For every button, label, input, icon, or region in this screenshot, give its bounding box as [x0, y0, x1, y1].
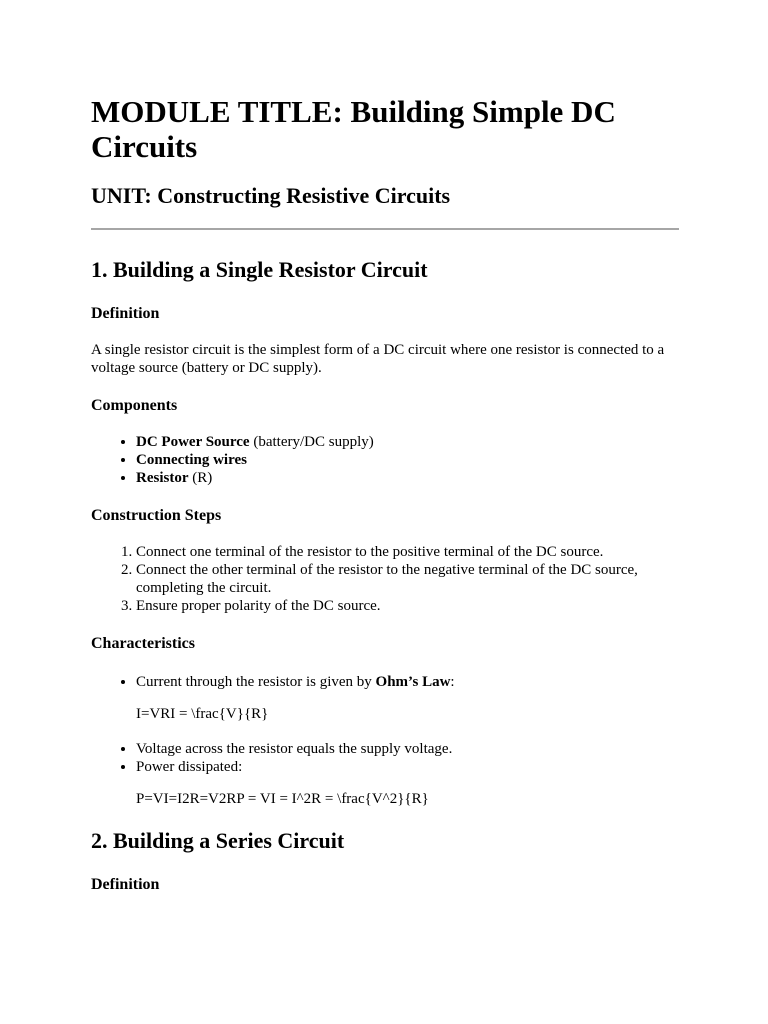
components-heading: Components	[91, 397, 178, 414]
list-item: 3. Ensure proper polarity of the DC source.	[136, 597, 679, 615]
component-name: DC Power Source	[136, 434, 250, 450]
unit-title: UNIT: Constructing Resistive Circuits	[91, 183, 451, 208]
current-formula: I=VRI = \frac{V}{R}	[136, 706, 269, 722]
document-content	[91, 94, 679, 895]
module-title: MODULE TITLE: Building Simple DC Circuits	[91, 94, 616, 164]
list-item	[136, 451, 679, 469]
list-item: • Voltage across the resistor equals the supply voltage.	[136, 740, 679, 758]
construction-steps-heading: Construction Steps	[91, 507, 222, 524]
list-item	[136, 469, 679, 487]
list-item	[136, 673, 679, 723]
construction-steps-list	[91, 543, 679, 615]
section-1-definition-text: A single resistor circuit is the simplest form of a DC circuit where one resistor is connected to a voltage source (battery or DC supply).	[91, 342, 665, 376]
list-item: 1. Connect one terminal of the resistor to the positive terminal of the DC source.	[136, 543, 679, 561]
section-1-title: 1. Building a Single Resistor Circuit	[91, 257, 428, 282]
current-suffix: :	[450, 674, 455, 690]
component-name: Resistor	[136, 470, 189, 486]
list-item: 2. Connect the other terminal of the resistor to the negative terminal of the DC source, completing the circuit.	[136, 561, 679, 597]
characteristics-list	[91, 673, 679, 808]
ohms-law-label: Ohm’s Law	[375, 674, 451, 690]
section-2-title: 2. Building a Series Circuit	[91, 828, 345, 853]
list-item	[136, 433, 679, 451]
characteristics-heading: Characteristics	[91, 635, 195, 652]
power-formula: P=VI=I2R=V2RP = VI = I^2R = \frac{V^2}{R}	[136, 791, 429, 807]
list-item	[136, 758, 679, 808]
horizontal-divider	[91, 228, 679, 230]
component-note: (battery/DC supply)	[249, 434, 374, 450]
power-text: Power dissipated:	[136, 759, 243, 775]
component-name: Connecting wires	[136, 452, 247, 468]
current-text: Current through the resistor is given by	[136, 674, 376, 690]
component-note: (R)	[188, 470, 213, 486]
components-list	[91, 433, 679, 487]
section-1-definition-heading: Definition	[91, 305, 160, 322]
section-2-definition-heading: Definition	[91, 876, 160, 893]
